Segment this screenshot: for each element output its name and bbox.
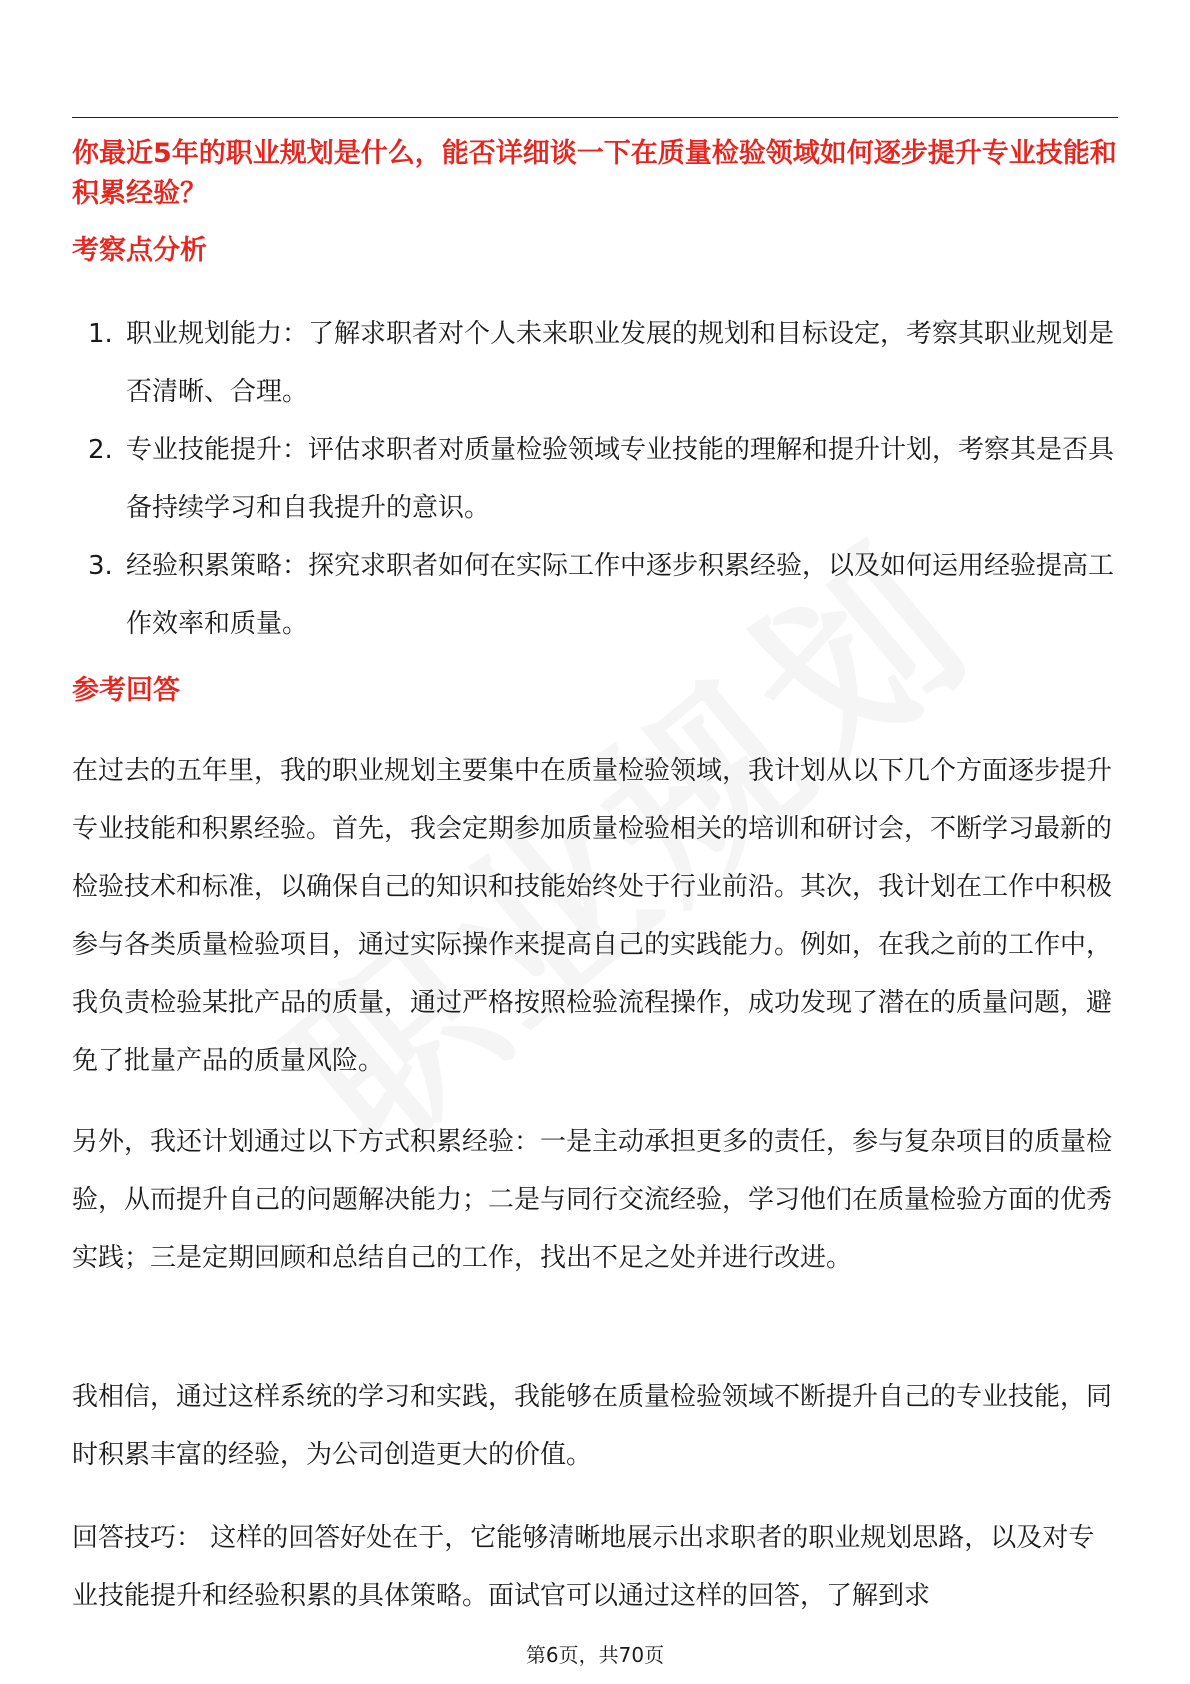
- analysis-item-text: 经验积累策略：探究求职者如何在实际工作中逐步积累经验，以及如何运用经验提高工作效率和质量。: [126, 551, 1115, 639]
- analysis-item-number: 1.: [88, 319, 113, 349]
- answer-paragraph: 在过去的五年里，我的职业规划主要集中在质量检验领域，我计划从以下几个方面逐步提升专业技能和积累经验。首先，我会定期参加质量检验相关的培训和研讨会，不断学习最新的检验技术和标准，以确保自己的知识和技能始终处于行业前沿。其次，我计划在工作中积极参与各类质量检验项目，通过实际操作来提高自己的实践能力。例如，在我之前的工作中，我负责检验某批产品的质量，通过严格按照检验流程操作，成功发现了潜在的质量问题，避免了批量产品的质量风险。: [72, 756, 1113, 1076]
- page-number: 第6页，共70页: [525, 1643, 665, 1667]
- analysis-item-text: 专业技能提升：评估求职者对质量检验领域专业技能的理解和提升计划，考察其是否具备持续学习和自我提升的意识。: [126, 435, 1115, 523]
- answer-paragraph: 我相信，通过这样系统的学习和实践，我能够在质量检验领域不断提升自己的专业技能，同时积累丰富的经验，为公司创造更大的价值。: [72, 1382, 1113, 1470]
- analysis-item: [72, 537, 1118, 653]
- analysis-item-number: 3.: [88, 551, 113, 581]
- answer-tips-paragraph: 回答技巧： 这样的回答好处在于，它能够清晰地展示出求职者的职业规划思路，以及对专业技能提升和经验积累的具体策略。面试官可以通过这样的回答，了解到求: [72, 1523, 1095, 1611]
- analysis-item-text: 职业规划能力：了解求职者对个人未来职业发展的规划和目标设定，考察其职业规划是否清晰、合理。: [126, 319, 1115, 407]
- top-divider: [72, 117, 1118, 118]
- analysis-heading: 考察点分析: [72, 235, 207, 266]
- analysis-item: [72, 305, 1118, 421]
- answer-paragraph: 另外，我还计划通过以下方式积累经验：一是主动承担更多的责任，参与复杂项目的质量检验，从而提升自己的问题解决能力；二是与同行交流经验，学习他们在质量检验方面的优秀实践；三是定期回顾和总结自己的工作，找出不足之处并进行改进。: [72, 1127, 1113, 1273]
- analysis-item: [72, 421, 1118, 537]
- question-title: 你最近5年的职业规划是什么，能否详细谈一下在质量检验领域如何逐步提升专业技能和积累经验？: [72, 138, 1117, 209]
- analysis-list: [72, 305, 1118, 653]
- answer-heading: 参考回答: [72, 675, 180, 706]
- analysis-item-number: 2.: [88, 435, 113, 465]
